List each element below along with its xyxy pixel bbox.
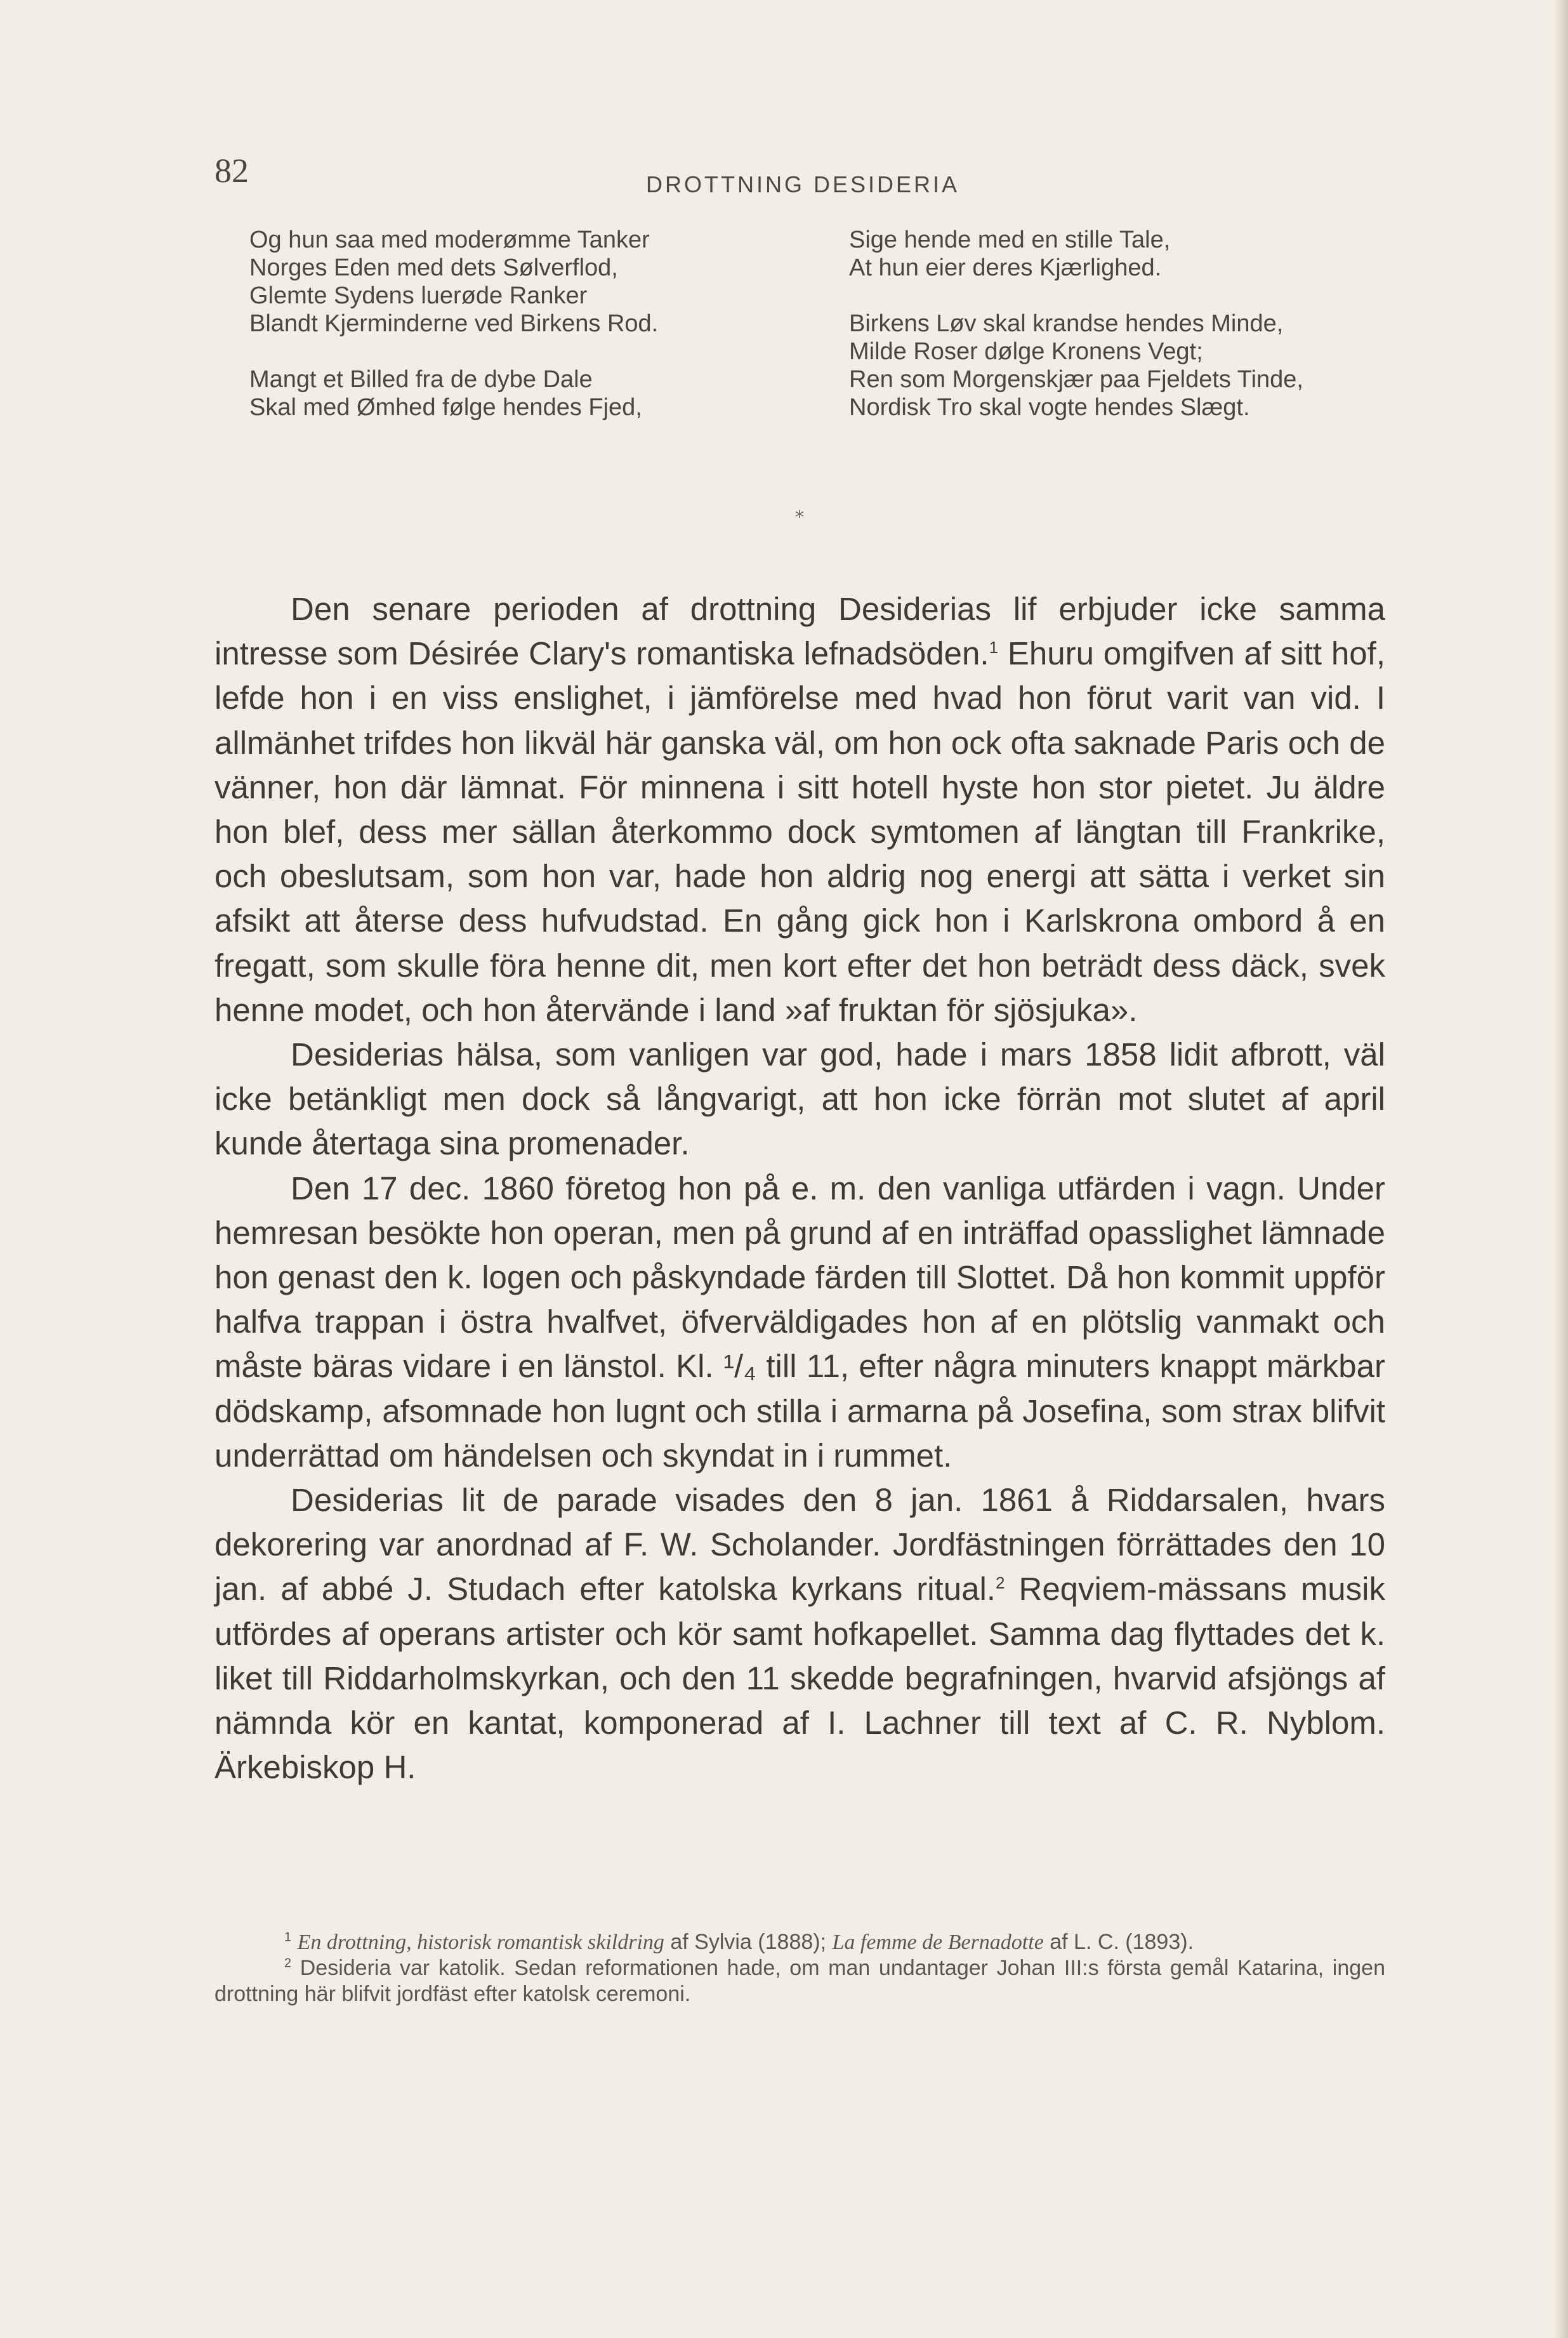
poem-line: Skal med Ømhed følge hendes Fjed,	[249, 394, 642, 421]
book-title: En drottning, historisk romantisk skildring	[297, 1931, 664, 1954]
poem-line: Birkens Løv skal krandse hendes Minde,	[849, 310, 1284, 337]
poem-line: Norges Eden med dets Sølverflod,	[249, 254, 618, 281]
footnote-ref: 2	[995, 1573, 1005, 1593]
book-title: La femme de Bernadotte	[832, 1931, 1044, 1954]
poem-line: At hun eier deres Kjærlighed.	[849, 254, 1162, 281]
paragraph: Desiderias hälsa, som vanligen var god, hade i mars 1858 lidit afbrott, väl icke betänkligt men dock så långvarigt, att hon icke förrän mot slutet af april kunde återtaga sina promenader.	[214, 1036, 1385, 1162]
footnote	[214, 1929, 1385, 1955]
poem-line: Glemte Sydens luerøde Ranker	[249, 282, 588, 309]
poem-stanza	[249, 226, 658, 338]
poem-line: Sige hende med en stille Tale,	[849, 227, 1171, 253]
section-separator: *	[795, 506, 804, 527]
footnote-text: af Sylvia (1888);	[664, 1930, 833, 1954]
paragraph	[214, 587, 1385, 1033]
poem-right-column	[849, 226, 1303, 449]
poem-stanza	[849, 310, 1303, 421]
footnote-mark: 2	[284, 1956, 292, 1971]
poem-line: Milde Roser dølge Kronens Vegt;	[849, 338, 1203, 365]
footnote-ref: 1	[989, 638, 999, 657]
paragraph: Den 17 dec. 1860 företog hon på e. m. den vanliga utfärden i vagn. Under hemresan besökte hon operan, men på grund af en inträffad opasslighet lämnade hon genast den k. logen och påskyndade färden till Slottet. Då hon kommit uppför halfva trappan i östra hvalfvet, öfverväldigades hon af en plötslig vanmakt och måste bäras vidare i en länstol. Kl. ¹/₄ till 11, efter några minuters knappt märkbar dödskamp, afsomnade hon lugnt och stilla i armarna på Josefina, som strax blifvit underrättad om händelsen och skyndat in i rummet.	[214, 1170, 1385, 1474]
paragraph-text: Ehuru omgifven af sitt hof, lefde hon i en viss enslighet, i jämförelse med hvad hon förut varit van vid. I allmänhet trifdes hon likväl här ganska väl, om hon ock ofta saknade Paris och de vänner, hon där lämnat. För minnena i sitt hotell hyste hon stor pietet. Ju äldre hon blef, dess mer sällan återkommo dock symtomen af längtan till Frankrike, och obeslutsam, som hon var, hade hon aldrig nog energi att sätta i verket sin afsikt att återse dess hufvudstad. En gång gick hon i Karlskrona ombord å en fregatt, som skulle föra henne dit, men kort efter det hon beträdt dess däck, svek henne modet, och hon återvände i land »af fruktan för sjösjuka».	[214, 635, 1385, 1028]
running-title: DROTTNING DESIDERIA	[645, 171, 960, 197]
poem-line: Og hun saa med moderømme Tanker	[249, 227, 650, 253]
paragraph-text: Den senare perioden af drottning Desiderias lif erbjuder icke samma intresse som Désirée Clary's romantiska lefnadsöden.	[214, 591, 1385, 672]
page-edge-shadow	[1554, 0, 1568, 2338]
poem-stanza	[849, 226, 1303, 282]
footnote	[214, 1955, 1385, 2007]
poem-line: Blandt Kjerminderne ved Birkens Rod.	[249, 310, 659, 337]
footnotes	[214, 1929, 1385, 2007]
body-text	[214, 587, 1385, 1790]
poem-line: Nordisk Tro skal vogte hendes Slægt.	[849, 394, 1250, 421]
poem-left-column	[249, 226, 658, 449]
footnote-mark: 1	[284, 1930, 292, 1945]
footnote-text: Desideria var katolik. Sedan reformationen hade, om man undantager Johan III:s första gemål Katarina, ingen drottning här blifvit jordfäst efter katolsk ceremoni.	[214, 1956, 1385, 2006]
paragraph	[214, 1478, 1385, 1790]
poem-stanza	[249, 366, 658, 421]
footnote-text: af L. C. (1893).	[1043, 1930, 1194, 1954]
poem-line: Ren som Morgenskjær paa Fjeldets Tinde,	[849, 366, 1303, 393]
poem-line: Mangt et Billed fra de dybe Dale	[249, 366, 593, 393]
paragraph-text: Desiderias lit de parade visades den 8 jan. 1861 å Riddarsalen, hvars dekorering var anordnad af F. W. Scholander. Jordfästningen förrättades den 10 jan. af abbé J. Studach efter katolska kyrkans ritual.	[214, 1482, 1385, 1608]
page-number: 82	[214, 152, 249, 190]
paragraph-text: Reqviem-mässans musik utfördes af operans artister och kör samt hofkapellet. Samma dag flyttades det k. liket till Riddarholmskyrkan, och den 11 skedde begrafningen, hvarvid afsjöngs af nämnda kör en kantat, komponerad af I. Lachner till text af C. R. Nyblom. Ärkebiskop H.	[214, 1571, 1386, 1786]
